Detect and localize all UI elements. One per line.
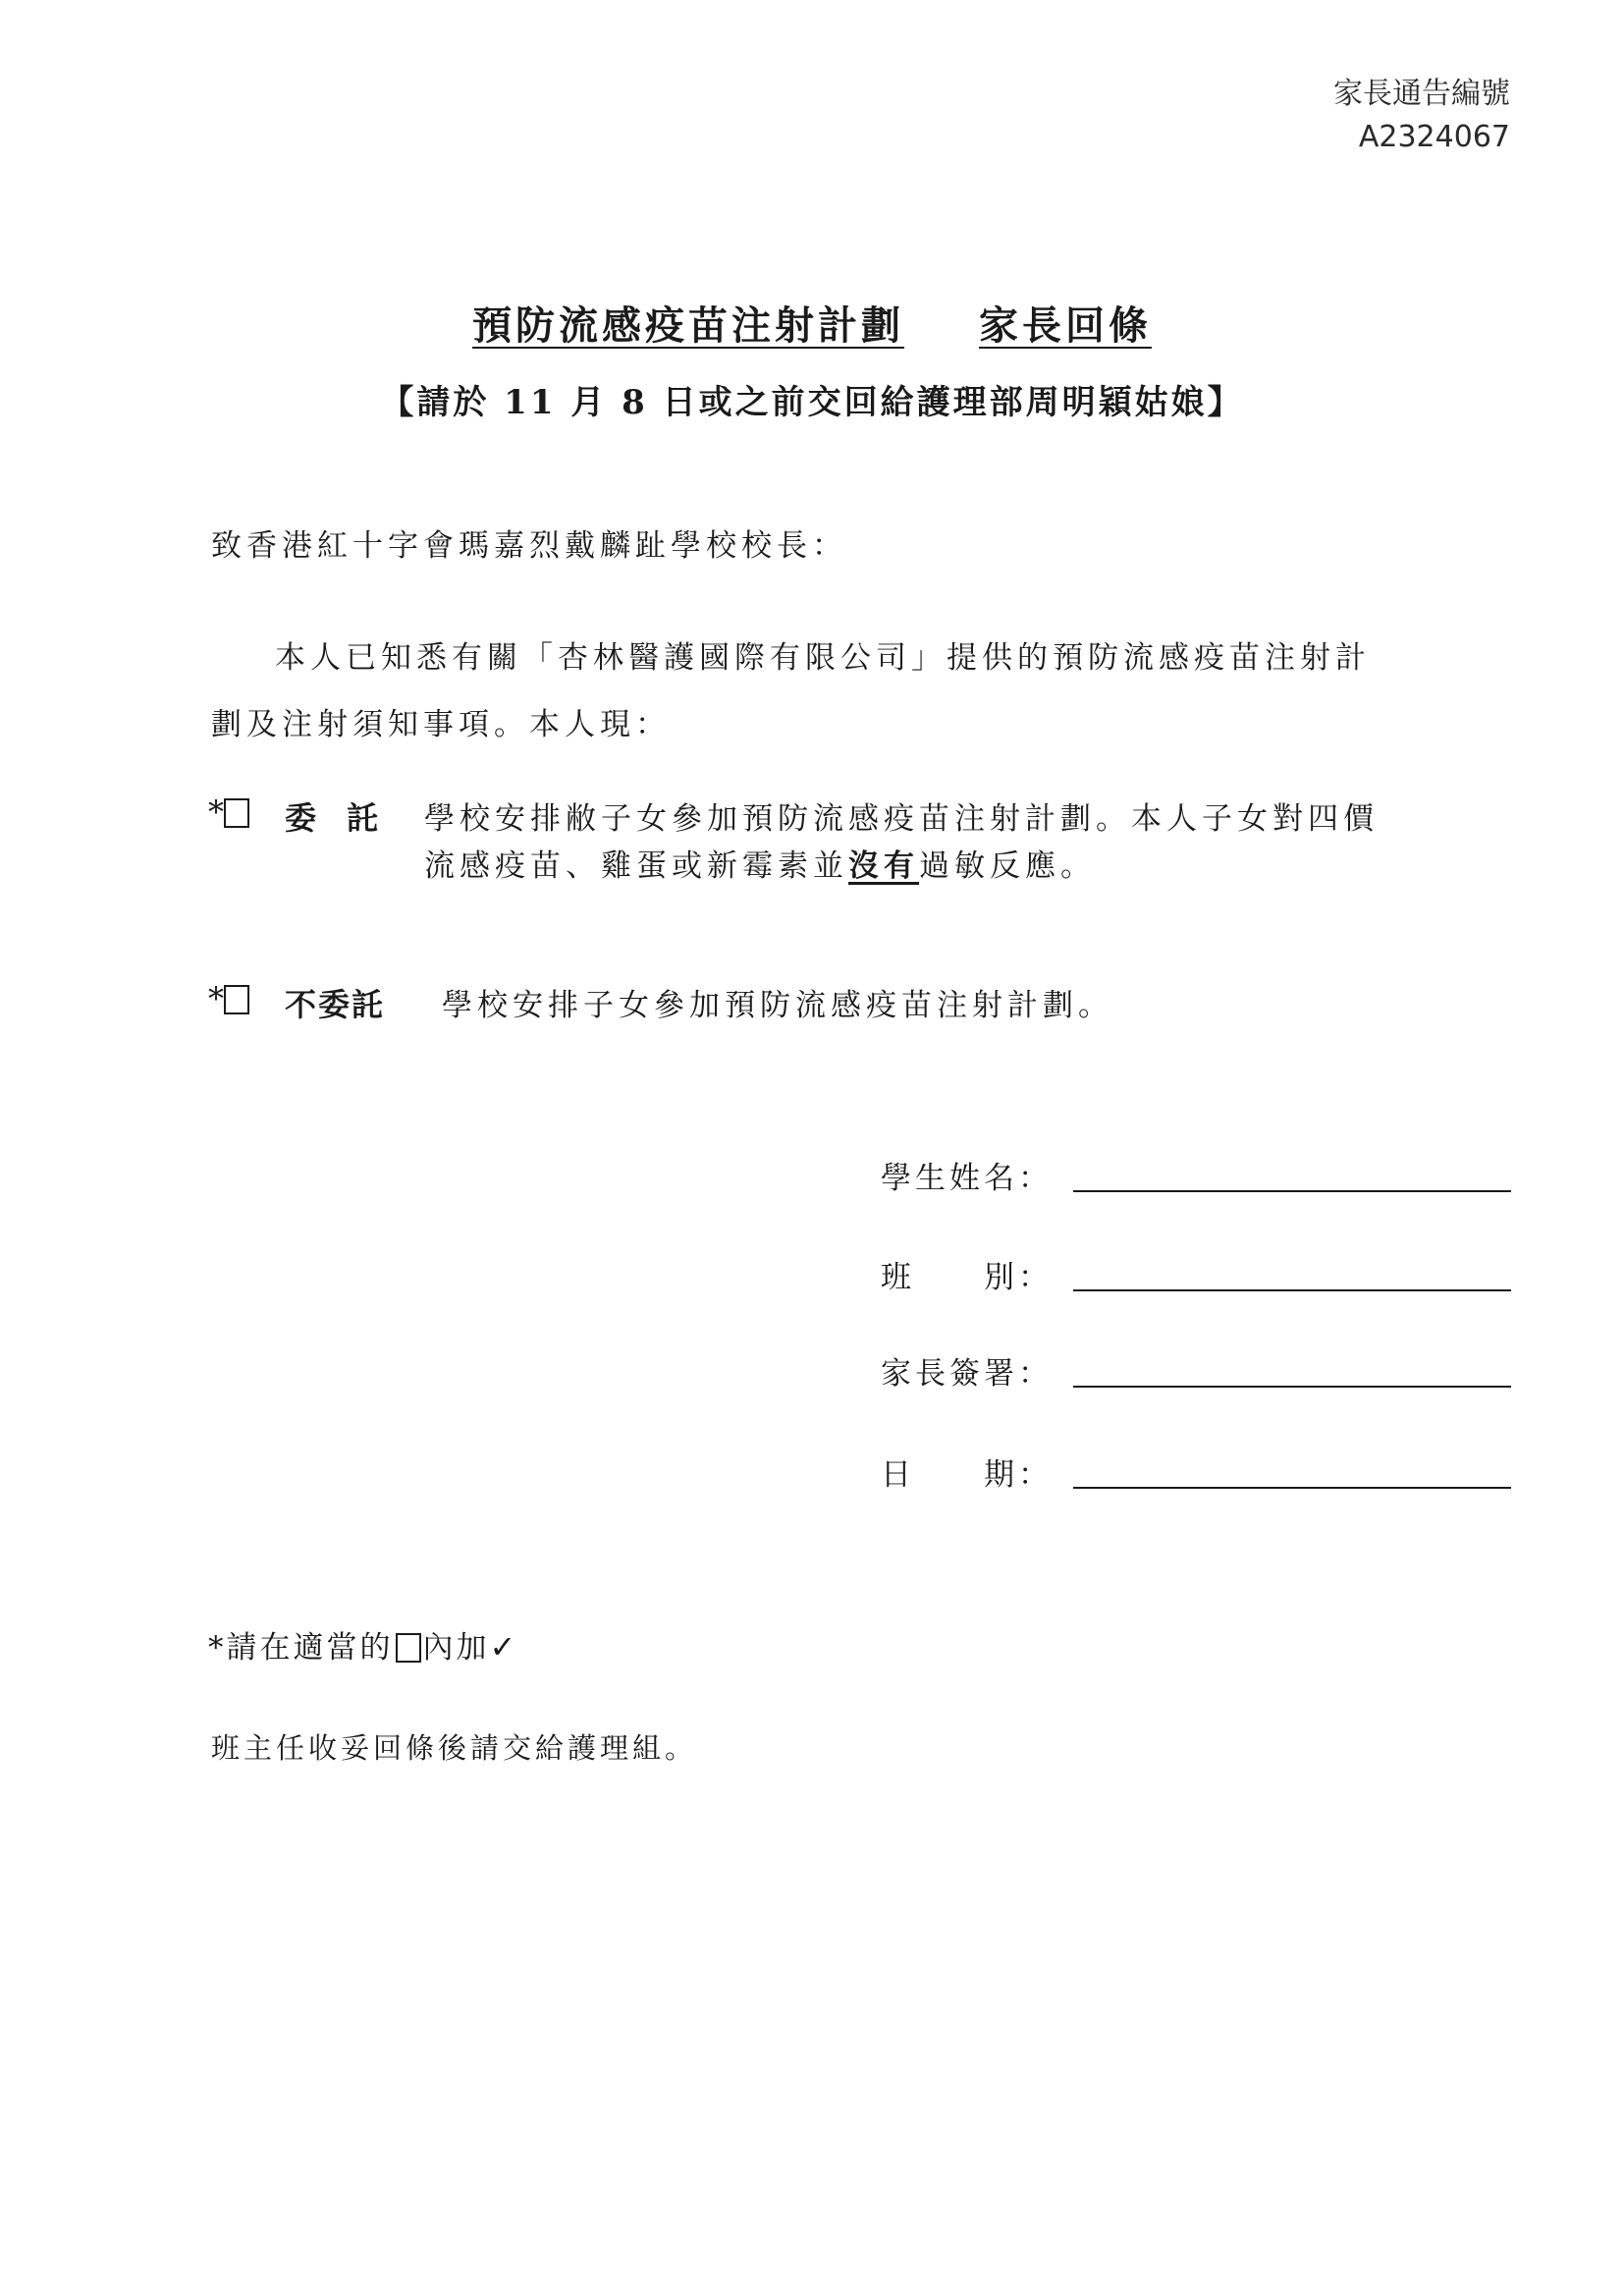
asterisk: * [208, 793, 224, 831]
decline-checkbox[interactable] [224, 985, 249, 1014]
consent-text-after: 過敏反應。 [919, 848, 1096, 884]
consent-text-line-1: 學校安排敝子女參加預防流感疫苗注射計劃。本人子女對四價 [424, 801, 1379, 837]
final-note: 班主任收妥回條後請交給護理組。 [211, 1731, 698, 1765]
asterisk: * [208, 980, 224, 1017]
class-field[interactable] [1073, 1289, 1511, 1291]
footnote-text-after: 內加 [422, 1630, 490, 1666]
parent-signature-label: 家長簽署： [881, 1356, 1053, 1392]
footnote [208, 1622, 518, 1667]
footnote-text-before: *請在適當的 [208, 1630, 394, 1666]
date-field[interactable] [1073, 1487, 1511, 1489]
salutation: 致香港紅十字會瑪嘉烈戴麟趾學校校長： [211, 528, 847, 564]
notice-number: A2324067 [1358, 120, 1510, 154]
paragraph-line-1: 本人已知悉有關「杏林醫護國際有限公司」提供的預防流感疫苗注射計 [275, 640, 1371, 676]
consent-label: 委 託 [285, 799, 389, 837]
decline-label: 不委託 [285, 986, 386, 1023]
box-icon [396, 1633, 421, 1663]
title-sub: 家長回條 [979, 302, 1152, 349]
checkmark-icon: ✓ [489, 1628, 519, 1666]
paragraph-line-2: 劃及注射須知事項。本人現： [211, 707, 671, 742]
class-label: 班 別： [881, 1260, 1053, 1295]
notice-number-label: 家長通告編號 [1333, 77, 1510, 111]
title-main: 預防流感疫苗注射計劃 [472, 302, 904, 349]
student-name-label: 學生姓名： [881, 1161, 1053, 1196]
decline-text: 學校安排子女參加預防流感疫苗注射計劃。 [442, 988, 1113, 1023]
consent-option-marker [208, 793, 249, 831]
consent-emphasis: 沒有 [848, 848, 919, 884]
document-title [0, 295, 1624, 351]
parent-signature-field[interactable] [1073, 1386, 1511, 1388]
consent-checkbox[interactable] [224, 798, 249, 828]
student-name-field[interactable] [1073, 1190, 1511, 1192]
return-instruction: 【請於 11 月 8 日或之前交回給護理部周明穎姑娘】 [380, 383, 1244, 422]
consent-text-before: 流感疫苗、雞蛋或新霉素並 [424, 848, 848, 884]
date-label: 日 期： [881, 1457, 1053, 1493]
decline-option-marker [208, 980, 249, 1017]
consent-text-line-2 [424, 841, 1096, 885]
